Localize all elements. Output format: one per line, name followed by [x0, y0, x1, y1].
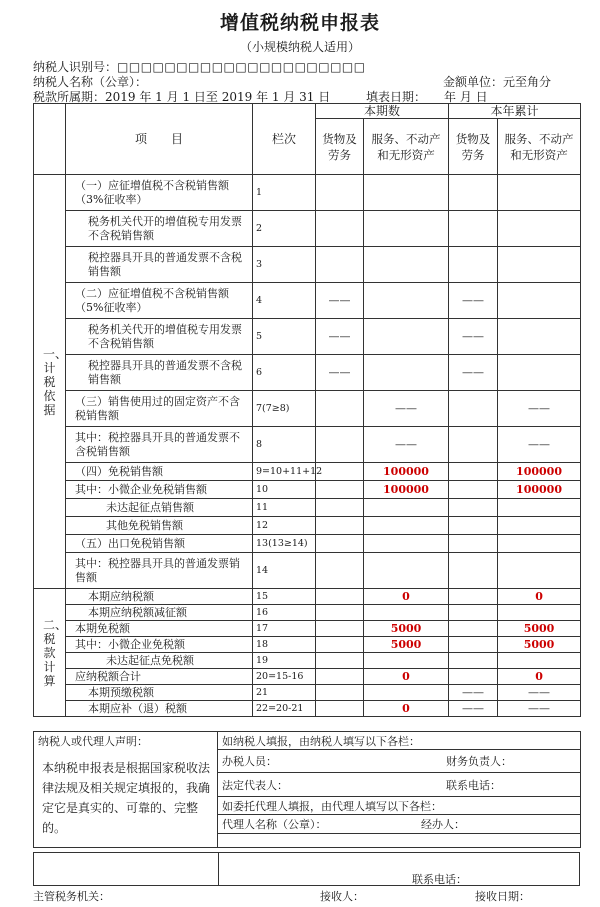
amount-cell-yg[interactable]	[449, 211, 498, 247]
amount-cell-ys[interactable]	[498, 247, 581, 283]
row-code: 2	[253, 211, 316, 247]
amount-cell-g[interactable]	[316, 391, 364, 427]
handler-row	[218, 750, 581, 773]
row-label: （一）应征增值税不含税销售额（3%征收率）	[66, 175, 253, 211]
amount-cell-s[interactable]	[364, 535, 449, 553]
agent-fill-note: 如委托代理人填报，由代理人填写以下各栏：	[218, 797, 581, 815]
table-row	[34, 553, 581, 589]
table-row	[34, 175, 581, 211]
amount-cell-ys[interactable]	[498, 535, 581, 553]
row-code: 15	[253, 589, 316, 605]
row-label: 其中：小微企业免税销售额	[66, 481, 253, 499]
row-label: 本期应补（退）税额	[66, 701, 253, 717]
phone-label[interactable]: 联系电话：	[446, 778, 501, 792]
row-code: 10	[253, 481, 316, 499]
header-corner	[34, 104, 66, 175]
amount-cell-yg[interactable]	[449, 175, 498, 211]
amount-cell-yg[interactable]	[449, 391, 498, 427]
amount-cell-s[interactable]	[364, 499, 449, 517]
row-label: 其中：小微企业免税额	[66, 637, 253, 653]
handler-label[interactable]: 办税人员：	[222, 755, 277, 768]
row-code: 13(13≥14)	[253, 535, 316, 553]
amount-cell-ys[interactable]: 0	[498, 589, 581, 605]
table-row	[34, 621, 581, 637]
table-row	[34, 247, 581, 283]
agent-handler-label[interactable]: 经办人：	[421, 818, 465, 831]
amount-cell-g[interactable]	[316, 589, 364, 605]
row-code: 9=10+11+12	[253, 463, 316, 481]
row-label: 税务机关代开的增值税专用发票不含税销售额	[66, 319, 253, 355]
amount-cell-ys: ——	[498, 685, 581, 701]
receiver-label: 接收人：	[320, 890, 364, 903]
table-row	[34, 517, 581, 535]
legal-rep-row	[218, 773, 581, 797]
table-row	[34, 283, 581, 319]
agent-contact-box	[33, 852, 580, 886]
self-fill-note: 如纳税人填报，由纳税人填写以下各栏：	[218, 732, 581, 750]
amount-cell-s[interactable]: 100000	[364, 481, 449, 499]
amount-cell-yg: ——	[449, 355, 498, 391]
amount-cell-g[interactable]	[316, 621, 364, 637]
table-row	[34, 653, 581, 669]
row-label: （三）销售使用过的固定资产不含税销售额	[66, 391, 253, 427]
amount-cell-ys: ——	[498, 391, 581, 427]
section-label-s2: 二、税款计算	[34, 589, 66, 717]
amount-cell-s[interactable]	[364, 355, 449, 391]
amount-cell-s[interactable]	[364, 553, 449, 589]
amount-cell-yg[interactable]	[449, 481, 498, 499]
amount-cell-s: ——	[364, 427, 449, 463]
amount-cell-g[interactable]	[316, 463, 364, 481]
table-row	[34, 211, 581, 247]
amount-cell-s[interactable]: 0	[364, 589, 449, 605]
taxpayer-name-label: 纳税人名称（公章）：	[33, 75, 148, 89]
amount-cell-ys[interactable]	[498, 553, 581, 589]
amount-cell-ys[interactable]	[498, 319, 581, 355]
taxpayer-id-label: 纳税人识别号：	[33, 60, 118, 74]
row-label: 税控器具开具的普通发票不含税销售额	[66, 355, 253, 391]
amount-cell-g[interactable]	[316, 685, 364, 701]
agent-name-label[interactable]: 代理人名称（公章）：	[222, 818, 327, 831]
amount-cell-yg[interactable]	[449, 669, 498, 685]
section-label-s1: 一、计税依据	[34, 175, 66, 589]
amount-cell-yg[interactable]	[449, 653, 498, 669]
fill-date-value: 年 月 日	[444, 90, 488, 104]
row-code: 21	[253, 685, 316, 701]
fill-date-label: 填表日期：	[366, 90, 427, 104]
header-goods: 货物及劳务	[316, 119, 364, 175]
declaration-body: 本纳税申报表是根据国家税收法律法规及相关规定填报的，我确定它是真实的、可靠的、完整的。	[34, 750, 218, 848]
amount-cell-yg[interactable]	[449, 247, 498, 283]
amount-cell-yg[interactable]	[449, 517, 498, 535]
row-label: 税控器具开具的普通发票不含税销售额	[66, 247, 253, 283]
table-row	[34, 701, 581, 717]
row-code: 17	[253, 621, 316, 637]
header-services: 服务、不动产和无形资产	[364, 119, 449, 175]
amount-cell-ys: ——	[498, 701, 581, 717]
amount-cell-ys[interactable]: 5000	[498, 637, 581, 653]
table-row	[34, 391, 581, 427]
amount-cell-ys[interactable]	[498, 499, 581, 517]
amount-cell-ys[interactable]: 5000	[498, 621, 581, 637]
amount-cell-s[interactable]: 5000	[364, 621, 449, 637]
amount-cell-ys[interactable]: 100000	[498, 481, 581, 499]
amount-cell-s[interactable]	[364, 605, 449, 621]
amount-cell-yg[interactable]	[449, 637, 498, 653]
row-label: （四）免税销售额	[66, 463, 253, 481]
amount-cell-yg[interactable]	[449, 499, 498, 517]
amount-cell-ys[interactable]	[498, 355, 581, 391]
row-code: 3	[253, 247, 316, 283]
row-label: （二）应征增值税不含税销售额（5%征收率）	[66, 283, 253, 319]
row-code: 12	[253, 517, 316, 535]
amount-cell-ys[interactable]: 0	[498, 669, 581, 685]
amount-cell-g[interactable]	[316, 211, 364, 247]
amount-cell-g: ——	[316, 355, 364, 391]
legal-rep-label[interactable]: 法定代表人：	[222, 778, 288, 792]
amount-cell-g[interactable]	[316, 653, 364, 669]
amount-cell-g[interactable]	[316, 553, 364, 589]
amount-cell-yg: ——	[449, 283, 498, 319]
row-code: 1	[253, 175, 316, 211]
amount-cell-yg: ——	[449, 685, 498, 701]
amount-cell-g[interactable]	[316, 175, 364, 211]
form-subtitle: （小规模纳税人适用）	[239, 40, 360, 54]
header-item: 项 目	[66, 104, 253, 175]
row-label: 本期免税额	[66, 621, 253, 637]
row-label: 其中：税控器具开具的普通发票销售额	[66, 553, 253, 589]
amount-cell-ys[interactable]	[498, 605, 581, 621]
tax-office-label: 主管税务机关：	[33, 890, 110, 903]
amount-cell-s[interactable]	[364, 517, 449, 535]
header-column: 栏次	[253, 104, 316, 175]
amount-cell-yg[interactable]	[449, 621, 498, 637]
form-title: 增值税纳税申报表	[219, 12, 380, 34]
table-row	[34, 481, 581, 499]
amount-cell-s[interactable]: 100000	[364, 463, 449, 481]
header-current-period: 本期数	[316, 104, 449, 119]
amount-cell-g[interactable]	[316, 605, 364, 621]
header-goods-year: 货物及劳务	[449, 119, 498, 175]
amount-cell-s[interactable]: 0	[364, 669, 449, 685]
amount-cell-ys[interactable]: 100000	[498, 463, 581, 481]
row-code: 7(7≥8)	[253, 391, 316, 427]
agent-contact-divider	[218, 853, 219, 885]
amount-cell-s[interactable]	[364, 319, 449, 355]
declaration-table	[33, 103, 581, 717]
amount-cell-yg[interactable]	[449, 589, 498, 605]
receive-date-label: 接收日期：	[475, 890, 530, 903]
amount-cell-g[interactable]	[316, 701, 364, 717]
amount-cell-g[interactable]	[316, 481, 364, 499]
row-label: 未达起征点销售额	[66, 499, 253, 517]
amount-cell-g: ——	[316, 319, 364, 355]
row-label: 其中：税控器具开具的普通发票不含税销售额	[66, 427, 253, 463]
table-row	[34, 427, 581, 463]
table-row	[34, 685, 581, 701]
amount-cell-yg[interactable]	[449, 553, 498, 589]
row-code: 22=20-21	[253, 701, 316, 717]
row-code: 6	[253, 355, 316, 391]
amount-cell-yg[interactable]	[449, 535, 498, 553]
header-services-year: 服务、不动产和无形资产	[498, 119, 581, 175]
finance-head-label[interactable]: 财务负责人：	[446, 755, 512, 768]
row-code: 19	[253, 653, 316, 669]
table-row	[34, 535, 581, 553]
row-code: 11	[253, 499, 316, 517]
amount-cell-ys: ——	[498, 427, 581, 463]
header-year-total: 本年累计	[449, 104, 581, 119]
table-row	[34, 319, 581, 355]
amount-cell-s[interactable]: 5000	[364, 637, 449, 653]
row-label: 未达起征点免税额	[66, 653, 253, 669]
amount-cell-s[interactable]	[364, 653, 449, 669]
signature-table	[33, 731, 581, 848]
table-row	[34, 355, 581, 391]
agent-blank-row	[218, 834, 581, 848]
table-row	[34, 669, 581, 685]
row-label: 其他免税销售额	[66, 517, 253, 535]
declaration-title: 纳税人或代理人声明：	[34, 732, 218, 750]
amount-cell-s: ——	[364, 391, 449, 427]
amount-cell-s[interactable]	[364, 247, 449, 283]
row-label: 本期预缴税额	[66, 685, 253, 701]
amount-cell-g[interactable]	[316, 535, 364, 553]
row-code: 5	[253, 319, 316, 355]
tax-period-value: 2019 年 1 月 1 日至 2019 年 1 月 31 日	[105, 90, 331, 104]
amount-cell-g[interactable]	[316, 517, 364, 535]
amount-cell-ys[interactable]	[498, 283, 581, 319]
row-label: 本期应纳税额	[66, 589, 253, 605]
table-row	[34, 463, 581, 481]
amount-cell-yg[interactable]	[449, 605, 498, 621]
amount-cell-yg[interactable]	[449, 463, 498, 481]
amount-cell-ys[interactable]	[498, 517, 581, 535]
amount-cell-s[interactable]	[364, 211, 449, 247]
amount-cell-g[interactable]	[316, 669, 364, 685]
table-row	[34, 605, 581, 621]
row-label: 应纳税额合计	[66, 669, 253, 685]
row-label: 税务机关代开的增值税专用发票不含税销售额	[66, 211, 253, 247]
amount-unit: 金额单位：元至角分	[443, 75, 552, 89]
amount-cell-yg: ——	[449, 319, 498, 355]
agent-row	[218, 815, 581, 834]
amount-cell-g: ——	[316, 283, 364, 319]
row-code: 20=15-16	[253, 669, 316, 685]
row-code: 8	[253, 427, 316, 463]
agent-phone-label[interactable]: 联系电话：	[412, 873, 467, 886]
row-code: 4	[253, 283, 316, 319]
row-label: （五）出口免税销售额	[66, 535, 253, 553]
amount-cell-g[interactable]	[316, 427, 364, 463]
row-code: 14	[253, 553, 316, 589]
amount-cell-s[interactable]	[364, 283, 449, 319]
amount-cell-g[interactable]	[316, 499, 364, 517]
row-label: 本期应纳税额减征额	[66, 605, 253, 621]
table-row	[34, 499, 581, 517]
amount-cell-s[interactable]: 0	[364, 701, 449, 717]
table-row	[34, 637, 581, 653]
tax-period-label: 税款所属期：	[33, 90, 106, 104]
amount-cell-ys[interactable]	[498, 211, 581, 247]
row-code: 18	[253, 637, 316, 653]
amount-cell-yg: ——	[449, 701, 498, 717]
row-code: 16	[253, 605, 316, 621]
amount-cell-ys[interactable]	[498, 653, 581, 669]
amount-cell-ys[interactable]	[498, 175, 581, 211]
table-row	[34, 589, 581, 605]
amount-cell-yg[interactable]	[449, 427, 498, 463]
amount-cell-s[interactable]	[364, 175, 449, 211]
amount-cell-g[interactable]	[316, 247, 364, 283]
amount-cell-g[interactable]	[316, 637, 364, 653]
amount-cell-s[interactable]	[364, 685, 449, 701]
taxpayer-id-boxes[interactable]: □□□□□□□□□□□□□□□□□□□□□	[117, 60, 366, 74]
